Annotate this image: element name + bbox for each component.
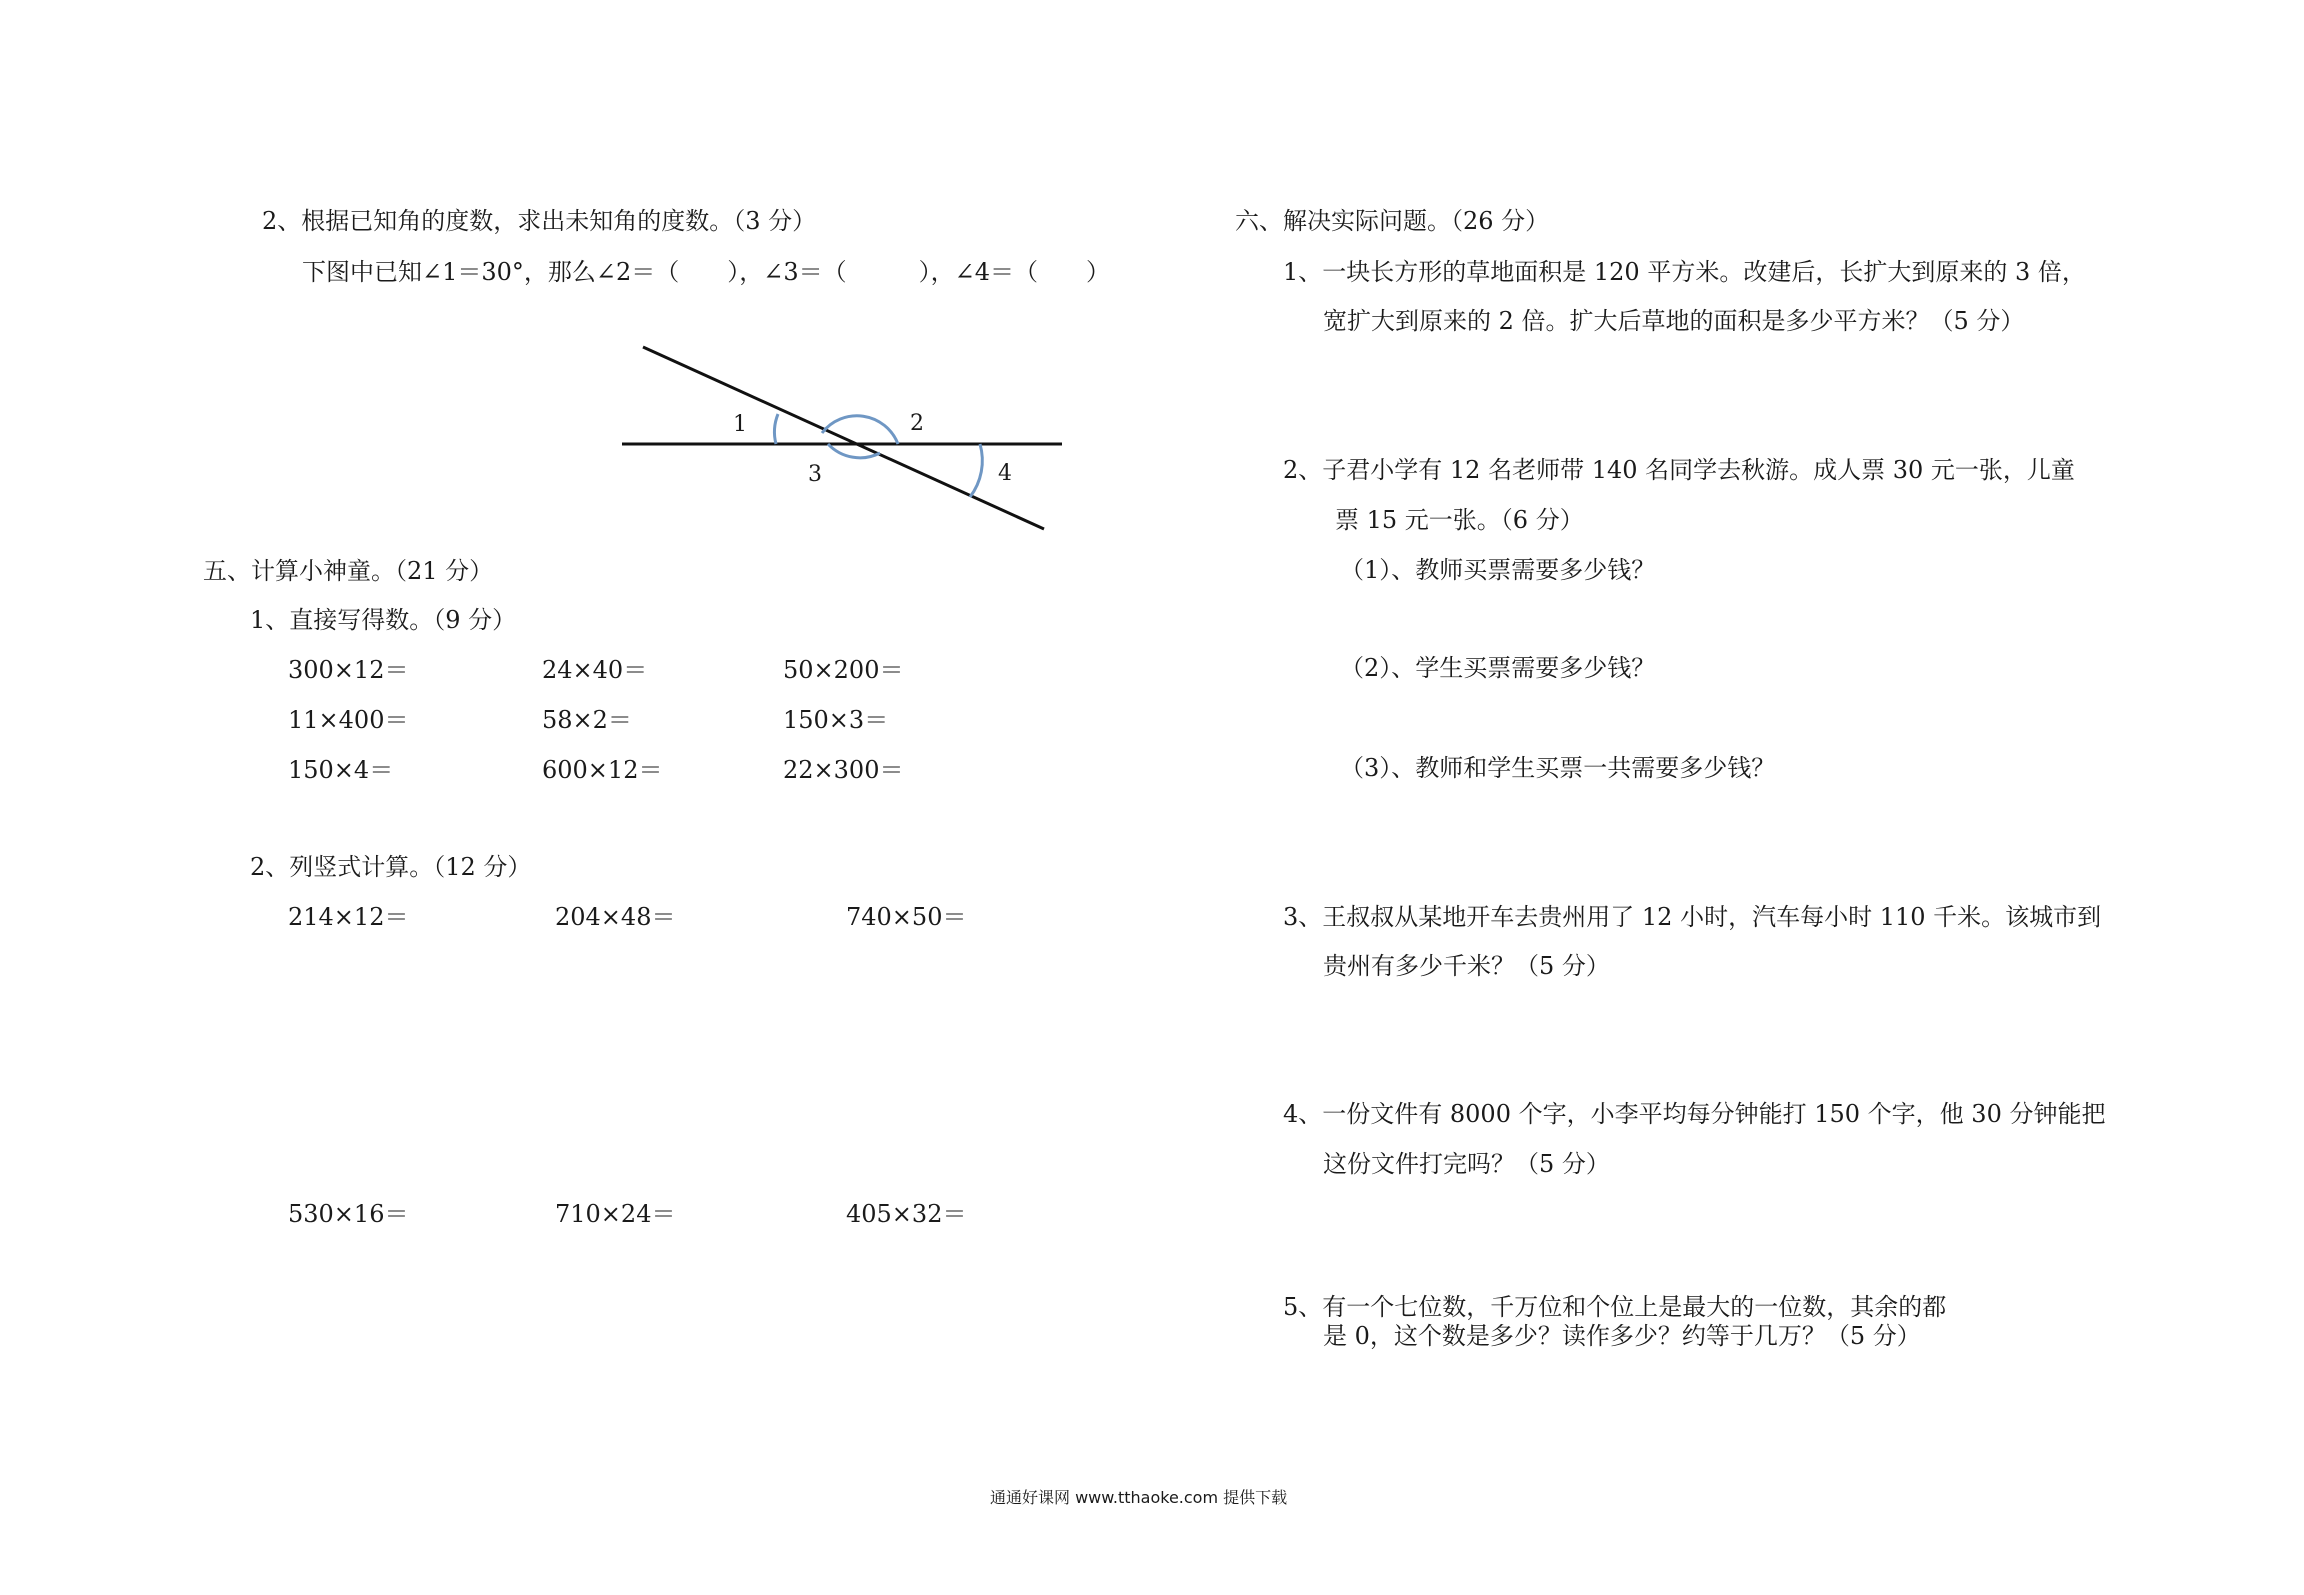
angle-label-3: 3 [808, 462, 822, 487]
problem-2-sub-1: （1）、教师买票需要多少钱？ [1340, 556, 1656, 584]
section-5-q2-title: 2、列竖式计算。（12 分） [250, 853, 532, 881]
section-6-title: 六、解决实际问题。（26 分） [1235, 207, 1550, 235]
vertical-calc-item: 710×24＝ [555, 1200, 676, 1228]
problem-3-line-1: 3、王叔叔从某地开车去贵州用了 12 小时，汽车每小时 110 千米。该城市到 [1283, 903, 2102, 931]
calc-item: 24×40＝ [542, 656, 648, 684]
problem-2-sub-2: （2）、学生买票需要多少钱？ [1340, 654, 1656, 682]
question-2-title: 2、根据已知角的度数，求出未知角的度数。（3 分） [262, 207, 817, 235]
angle-label-1: 1 [733, 412, 747, 437]
calc-item: 150×3＝ [783, 706, 889, 734]
calc-item: 300×12＝ [288, 656, 409, 684]
vertical-calc-item: 740×50＝ [846, 903, 967, 931]
angle-label-2: 2 [910, 411, 924, 436]
calc-item: 58×2＝ [542, 706, 632, 734]
transversal-line [643, 347, 1044, 529]
problem-4-line-1: 4、一份文件有 8000 个字，小李平均每分钟能打 150 个字，他 30 分钟能把 [1283, 1100, 2106, 1128]
vertical-calc-item: 214×12＝ [288, 903, 409, 931]
section-5-q1-title: 1、直接写得数。（9 分） [250, 606, 517, 634]
calc-item: 600×12＝ [542, 756, 663, 784]
calc-item: 150×4＝ [288, 756, 394, 784]
question-2-text: 下图中已知∠1＝30°，那么∠2＝（ ），∠3＝（ ），∠4＝（ ） [302, 258, 1111, 286]
vertical-calc-item: 530×16＝ [288, 1200, 409, 1228]
problem-5-line-1: 5、有一个七位数，千万位和个位上是最大的一位数，其余的都 [1283, 1293, 1947, 1321]
problem-4-line-2: 这份文件打完吗？（5 分） [1323, 1150, 1610, 1178]
problem-5-line-2: 是 0，这个数是多少？读作多少？约等于几万？（5 分） [1323, 1322, 1921, 1350]
problem-2-sub-3: （3）、教师和学生买票一共需要多少钱？ [1340, 754, 1776, 782]
calc-item: 50×200＝ [783, 656, 904, 684]
angle-label-4: 4 [998, 461, 1012, 486]
problem-1-line-2: 宽扩大到原来的 2 倍。扩大后草地的面积是多少平方米？（5 分） [1323, 307, 2025, 335]
problem-3-line-2: 贵州有多少千米？（5 分） [1323, 952, 1610, 980]
angle-1-arc [774, 414, 778, 444]
angle-2-arc [822, 416, 898, 444]
problem-1-line-1: 1、一块长方形的草地面积是 120 平方米。改建后，长扩大到原来的 3 倍， [1283, 258, 2086, 286]
footer-credit: 通通好课网 www.tthaoke.com 提供下载 [990, 1488, 1288, 1507]
problem-2-line-1: 2、子君小学有 12 名老师带 140 名同学去秋游。成人票 30 元一张，儿童 [1283, 456, 2075, 484]
vertical-calc-item: 405×32＝ [846, 1200, 967, 1228]
angle-4-arc [970, 444, 982, 497]
calc-item: 22×300＝ [783, 756, 904, 784]
problem-2-line-2: 票 15 元一张。（6 分） [1335, 506, 1584, 534]
vertical-calc-item: 204×48＝ [555, 903, 676, 931]
section-5-title: 五、计算小神童。（21 分） [203, 557, 494, 585]
calc-item: 11×400＝ [288, 706, 409, 734]
